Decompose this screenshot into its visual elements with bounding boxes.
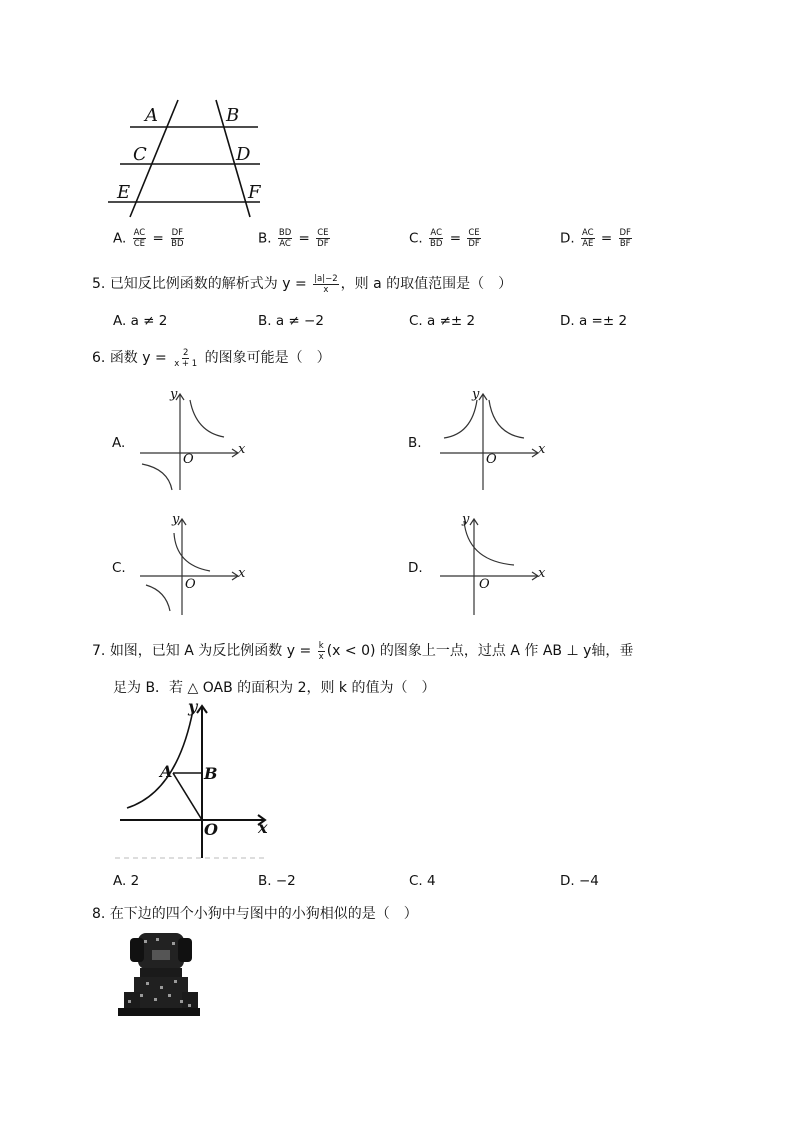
q6b-origin-label: O [486, 452, 497, 467]
label-F: F [248, 182, 261, 203]
fraction: $\frac{k}{x}$ [318, 640, 324, 662]
fraction: $\frac{2}{x + 1}$ [174, 347, 198, 369]
q5-option-c[interactable]: C. a ≠± 2 [409, 313, 476, 329]
q7-option-b[interactable]: B. −2 [258, 873, 296, 889]
q6-question [92, 347, 331, 369]
q7-option-d[interactable]: D. −4 [560, 873, 599, 889]
option-letter: A. [113, 230, 127, 247]
q6a-y-label: y [170, 387, 178, 402]
label-E: E [117, 182, 131, 203]
fraction-right: $\frac{DF}{BD}$ [171, 228, 184, 249]
q7-figure [115, 700, 275, 865]
q6c-origin-label: O [185, 577, 196, 592]
q6-option-a-letter[interactable]: A. [112, 435, 126, 451]
q4-option-b[interactable]: B. $\frac{BD}{AC}$ = $\frac{CE}{DF}$ [258, 228, 329, 249]
q6b-x-label: x [538, 442, 546, 457]
question-text-pre: 函数 y = [109, 350, 167, 366]
q8-question [92, 903, 418, 923]
question-text: 在下边的四个小狗中与图中的小狗相似的是（ ） [109, 906, 418, 922]
q5-question [92, 273, 512, 295]
fraction-right: $\frac{DF}{BF}$ [619, 228, 631, 249]
question-number: 6. [92, 350, 106, 366]
label-A: A [145, 105, 158, 126]
question-text-post: 的图象可能是（ ） [204, 350, 331, 366]
q6d-y-label: y [462, 512, 470, 527]
q6-graph-c[interactable] [140, 515, 250, 617]
q7-question-line2: 足为 B．若 △ OAB 的面积为 2，则 k 的值为（ ） [113, 680, 436, 696]
q6b-y-label: y [472, 387, 480, 402]
fraction-right: $\frac{CE}{DF}$ [317, 228, 329, 249]
question-text-pre: 如图，已知 A 为反比例函数 y = [109, 643, 312, 659]
fraction-right: $\frac{CE}{DF}$ [468, 228, 480, 249]
q6-graph-d[interactable] [440, 515, 550, 617]
q6a-origin-label: O [183, 452, 194, 467]
question-number: 8. [92, 906, 106, 922]
q7-option-a[interactable]: A. 2 [113, 873, 140, 889]
q4-option-d[interactable]: D. $\frac{AC}{AE}$ = $\frac{DF}{BF}$ [560, 228, 631, 249]
q6-option-d-letter[interactable]: D. [408, 560, 423, 576]
q6c-x-label: x [238, 566, 246, 581]
q7-y-label: y [188, 697, 198, 716]
fraction-left: $\frac{AC}{BD}$ [430, 228, 443, 249]
question-text-pre: 已知反比例函数的解析式为 y = [109, 276, 307, 292]
option-letter: D. [560, 230, 575, 247]
q5-option-a[interactable]: A. a ≠ 2 [113, 313, 168, 329]
q6c-y-label: y [172, 512, 180, 527]
q5-option-d[interactable]: D. a =± 2 [560, 313, 628, 329]
question-text-post: ，则 a 的取值范围是（ ） [340, 276, 513, 292]
q6d-origin-label: O [479, 577, 490, 592]
q7-question-line1 [92, 640, 633, 662]
q7-x-label: x [258, 818, 268, 837]
q7-A-label: A [160, 762, 173, 781]
question-text-post: (x < 0) 的图象上一点，过点 A 作 AB ⊥ y轴，垂 [326, 643, 634, 659]
q6-graph-a[interactable] [140, 390, 250, 492]
q7-option-c[interactable]: C. 4 [409, 873, 436, 889]
fraction-left: $\frac{AC}{AE}$ [581, 228, 594, 249]
q6a-x-label: x [238, 442, 246, 457]
q6d-x-label: x [538, 566, 546, 581]
label-C: C [133, 144, 147, 165]
dog-figure [116, 930, 201, 1018]
label-D: D [236, 144, 251, 165]
fraction-left: $\frac{AC}{CE}$ [133, 228, 146, 249]
option-letter: B. [258, 230, 272, 247]
option-letter: C. [409, 230, 423, 247]
q6-graph-b[interactable] [440, 390, 550, 492]
q4-option-c[interactable]: C. $\frac{AC}{BD}$ = $\frac{CE}{DF}$ [409, 228, 480, 249]
q7-O-label: O [204, 820, 218, 839]
fraction-left: $\frac{BD}{AC}$ [278, 228, 292, 249]
q6-option-b-letter[interactable]: B. [408, 435, 422, 451]
label-B: B [226, 105, 240, 126]
q7-B-label: B [204, 764, 218, 783]
question-number: 5. [92, 276, 106, 292]
fraction: $\frac{|a|-2}{x}$ [314, 273, 338, 295]
q4-option-a[interactable]: A. $\frac{AC}{CE}$ = $\frac{DF}{BD}$ [113, 228, 184, 249]
q5-option-b[interactable]: B. a ≠ −2 [258, 313, 324, 329]
q6-option-c-letter[interactable]: C. [112, 560, 126, 576]
question-number: 7. [92, 643, 106, 659]
